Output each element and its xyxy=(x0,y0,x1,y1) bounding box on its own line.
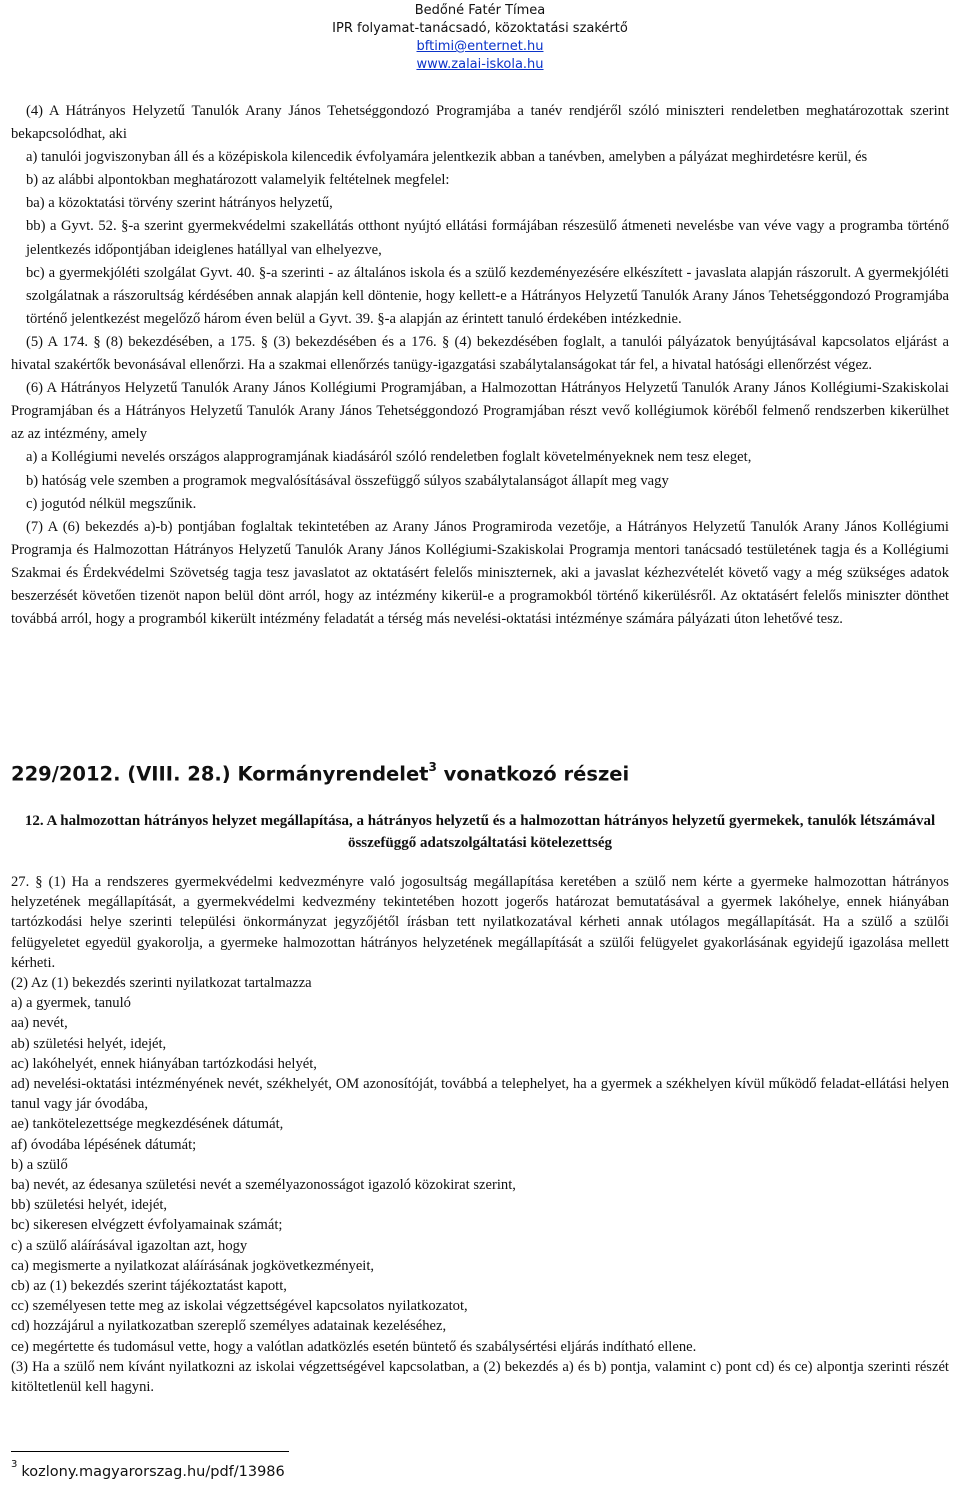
footnote-text: kozlony.magyarorszag.hu/pdf/13986 xyxy=(21,1463,285,1480)
paragraph: 27. § (1) Ha a rendszeres gyermekvédelmi kedvezményre való jogosultság megállapítása keretében a szülő nem kérte a gyermeke halmozottan hátrányos helyzetének megállapítását, a gyermekvédelmi kedvezmény tekintetében hozott jogerős határozat bemutatásával a gyermek lakóhelye, ennek hiányában tartózkodási helye szerinti települési önkormányzat jegyzőjétől írásban tett nyilatkozatával kérheti annak utólagos megállapítását. Ha a szülő a szülői felügyeletet egyedül gyakorolja, a gyermeke halmozottan hátrányos helyzetének megállapítását a szülői felügyelet gyakorlásának egyidejű igazolása mellett kérheti. xyxy=(11,874,949,971)
footnote-number: 3 xyxy=(11,1459,18,1470)
list-item: a) a gyermek, tanuló xyxy=(11,995,131,1012)
list-item: ce) megértette és tudomásul vette, hogy a valótlan adatközlés esetén büntető és szabálysértési eljárás indítható ellene. xyxy=(11,1338,697,1355)
paragraph: (5) A 174. § (8) bekezdésében, a 175. § (3) bekezdésében és a 176. § (4) bekezdésében foglalt, a tanulói pályázatok benyújtásával kapcsolatos eljárást a hivatal szakértők bevonásával ellenőrzi. Ha a szakmai ellenőrzés tanügy-igazgatási szabálytalanságokat tár fel, a hivatal hatósági ellenőrzést végez. xyxy=(11,333,949,374)
list-item: c) a szülő aláírásával igazoltan azt, hogy xyxy=(11,1237,248,1254)
heading-text: 229/2012. (VIII. 28.) Kormányrendelet xyxy=(11,762,429,786)
list-item: a) tanulói jogviszonyban áll és a középiskola kilencedik évfolyamára jelentkezik abban a tanévben, amelyben a pályázat meghirdetésre kerül, és xyxy=(26,149,868,166)
list-item: c) jogutód nélkül megszűnik. xyxy=(26,495,197,512)
footnote-divider xyxy=(11,1451,289,1452)
list-item: ae) tankötelezettsége megkezdésének dátumát, xyxy=(11,1116,284,1133)
list-item: bc) sikeresen elvégzett évfolyamainak számát; xyxy=(11,1217,283,1234)
author-role: IPR folyamat-tanácsadó, közoktatási szakértő xyxy=(332,21,628,36)
list-item: cd) hozzájárul a nyilatkozatban szereplő személyes adatainak kezeléséhez, xyxy=(11,1318,447,1335)
section-heading xyxy=(11,762,629,786)
list-item: ac) lakóhelyét, ennek hiányában tartózkodási helyét, xyxy=(11,1055,317,1072)
author-name: Bedőné Fatér Tímea xyxy=(414,3,546,18)
subsection-heading: 12. A halmozottan hátrányos helyzet megállapítása, a hátrányos helyzetű és a halmozottan hátrányos helyzetű gyermekek, tanulók létszámával összefüggő adatszolgáltatási kötelezettség xyxy=(24,813,936,851)
list-item: ad) nevelési-oktatási intézményének nevét, székhelyét, OM azonosítóját, továbbá a telephelyet, ha a gyermek a székhelyen kívül működő feladat-ellátási helyen tanul vagy jár óvodába, xyxy=(11,1076,949,1113)
section-first xyxy=(11,100,949,631)
footnote xyxy=(11,1459,285,1480)
list-item: ba) a közoktatási törvény szerint hátrányos helyzetű, xyxy=(26,195,333,212)
paragraph: (6) A Hátrányos Helyzetű Tanulók Arany János Kollégiumi Programjában, a Halmozottan Hátrányos Helyzetű Tanulók Arany János Kollégiumi-Szakiskolai Programjában és a Hátrányos Helyzetű Tanulók Arany János Tehetséggondozó Programjában részt vevő kollégiumok köréből felmenő rendszerben kikerülhet az az intézmény, amely xyxy=(11,380,949,443)
heading-rest: vonatkozó részei xyxy=(436,762,630,786)
list-item: a) a Kollégiumi nevelés országos alapprogramjának kiadásáról szóló rendeletben foglalt követelményeknek nem tesz eleget, xyxy=(26,449,752,466)
list-item: ba) nevét, az édesanya születési nevét a személyazonosságot igazoló közokirat szerint, xyxy=(11,1177,516,1194)
email-link[interactable]: bftimi@enternet.hu xyxy=(416,39,544,54)
list-item: bc) a gyermekjóléti szolgálat Gyvt. 40. §-a szerinti - az általános iskola és a szülő kezdeményezésére elkészített - javaslata alapján rászorult. A gyermekjóléti szolgálatnak a rászorultság kérdésében annak alapján kell döntenie, hogy kellett-e a Hátrányos Helyzetű Tanulók Arany János Tehetséggondozó Programjába történő jelentkezést megelőző három éven belül a Gyvt. 39. §-a alapján az érintett tanuló érdekében intézkednie. xyxy=(26,264,949,327)
list-item: cc) személyesen tette meg az iskolai végzettségével kapcsolatos nyilatkozatot, xyxy=(11,1298,468,1315)
website-link[interactable]: www.zalai-iskola.hu xyxy=(416,57,544,72)
list-item: ab) születési helyét, idejét, xyxy=(11,1035,167,1052)
paragraph: (4) A Hátrányos Helyzetű Tanulók Arany János Tehetséggondozó Programjába a tanév rendjéről szóló miniszteri rendeletben meghatározottak szerint bekapcsolódhat, aki xyxy=(11,103,949,143)
list-item: bb) a Gyvt. 52. §-a szerint gyermekvédelmi szakellátás otthont nyújtó ellátási formájában részesülő átmeneti nevelésbe van véve vagy a programba történő jelentkezés időpontjában ideiglenes hatállyal van elhelyezve, xyxy=(26,218,949,258)
list-item: af) óvodába lépésének dátumát; xyxy=(11,1136,197,1153)
footnote-marker: 3 xyxy=(428,760,437,774)
list-item: ca) megismerte a nyilatkozat aláírásának jogkövetkezményeit, xyxy=(11,1257,375,1274)
list-item: b) a szülő xyxy=(11,1156,68,1173)
list-item: aa) nevét, xyxy=(11,1015,68,1032)
section-second xyxy=(11,872,949,1397)
list-item: cb) az (1) bekezdés szerint tájékoztatást kapott, xyxy=(11,1278,287,1295)
list-item: bb) születési helyét, idejét, xyxy=(11,1197,168,1214)
paragraph: (3) Ha a szülő nem kívánt nyilatkozni az iskolai végzettségével kapcsolatban, a (2) bekezdés a) és b) pontja, valamint c) pont cd) és ce) alpontja szerinti részét kitöltetlenül kell hagyni. xyxy=(11,1358,949,1396)
paragraph: (7) A (6) bekezdés a)-b) pontjában foglaltak tekintetében az Arany János Programiroda vezetője, a Hátrányos Helyzetű Tanulók Arany János Kollégiumi Programja és Halmozottan Hátrányos Helyzetű Tanulók Arany János Kollégiumi-Szakiskolai Programja mentori tanácsadó testületének tagja és a Kollégiumi Szakmai és Érdekvédelmi Szövetség tagja tesz javaslatot az oktatásért felelős miniszternek, aki a javaslat kézhezvételét követő vagy a még szükséges adatok beszerzését követően tizenöt napon belül dönt arról, hogy az intézmény kikerül-e a programokból történő kikerülésről. Az oktatásért felelős miniszter dönthet továbbá arról, hogy a programból kikerült intézmény feladatát a térség más nevelési-oktatási intézménye számára pályázati úton lehetővé tesz. xyxy=(11,518,949,628)
paragraph: (2) Az (1) bekezdés szerinti nyilatkozat tartalmazza xyxy=(11,975,312,992)
page-header xyxy=(0,2,960,74)
list-item: b) hatóság vele szemben a programok megvalósításával összefüggő súlyos szabálytalanságot állapít meg vagy xyxy=(26,472,669,489)
list-item: b) az alábbi alpontokban meghatározott valamelyik feltételnek megfelel: xyxy=(26,172,450,189)
